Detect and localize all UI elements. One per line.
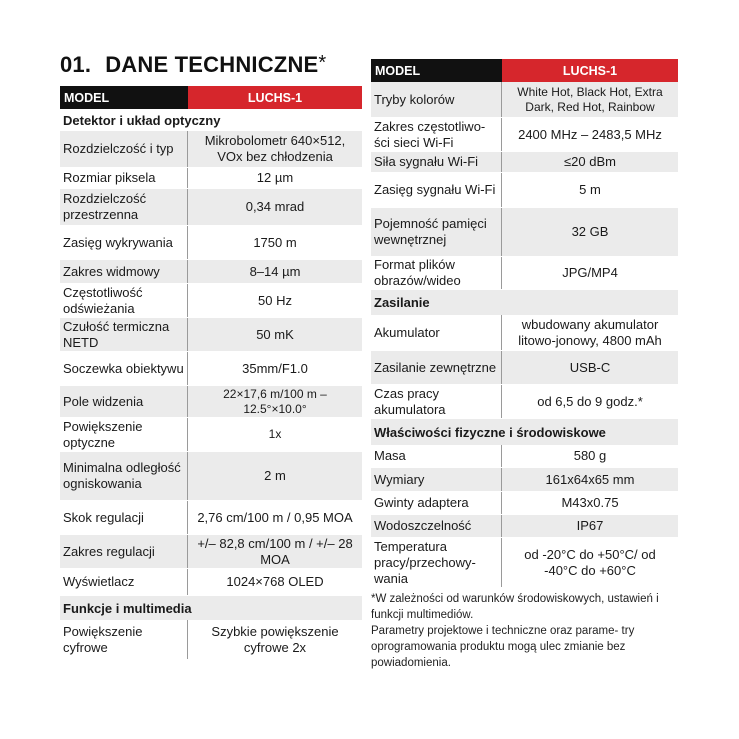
spec-label: Masa xyxy=(371,445,502,467)
spec-label: Pojemność pamięci wewnętrznej xyxy=(371,208,502,256)
spec-value: 35mm/F1.0 xyxy=(242,360,308,376)
spec-label: Wymiary xyxy=(371,468,502,491)
table-row xyxy=(371,492,678,515)
table-header xyxy=(371,59,678,82)
table-row xyxy=(60,131,362,168)
table-row xyxy=(371,173,678,208)
spec-label: Skok regulacji xyxy=(60,501,188,534)
spec-label: Częstotliwość odświeżania xyxy=(60,284,188,317)
section-media: Funkcje i multimedia xyxy=(60,596,362,620)
spec-label: Rozdzielczość przestrzenna xyxy=(60,189,188,225)
spec-value: M43x0.75 xyxy=(561,495,619,510)
spec-label: Rozmiar piksela xyxy=(60,168,188,188)
spec-value: White Hot, Black Hot, Extra Dark, Red Hot, Rainbow xyxy=(517,84,663,114)
spec-value: 1024×768 OLED xyxy=(226,574,324,589)
table-row xyxy=(60,352,362,386)
table-row xyxy=(371,118,678,152)
spec-value: od 6,5 do 9 godz.* xyxy=(537,393,643,409)
spec-value: USB-C xyxy=(569,359,611,375)
spec-value: od -20°C do +50°C/ od -40°C do +60°C xyxy=(524,546,656,578)
spec-value: 2,76 cm/100 m / 0,95 MOA xyxy=(197,509,353,525)
table-row xyxy=(371,351,678,385)
spec-label: Akumulator xyxy=(371,315,502,350)
spec-label: Wodoszczelność xyxy=(371,515,502,537)
spec-label: Format plików obrazów/wideo xyxy=(371,257,502,289)
spec-value: Szybkie powiększenie cyfrowe 2x xyxy=(211,623,339,655)
spec-value: 50 Hz xyxy=(258,292,292,308)
table-row xyxy=(60,620,362,660)
header-model-value: LUCHS-1 xyxy=(188,86,362,109)
table-row xyxy=(371,257,678,290)
page-title xyxy=(60,52,326,78)
table-row xyxy=(371,315,678,351)
left-spec-table xyxy=(60,86,362,660)
spec-label: Minimalna odległość ogniskowania xyxy=(60,452,188,500)
table-row xyxy=(60,189,362,226)
table-row xyxy=(371,515,678,538)
table-row xyxy=(60,569,362,596)
footnote-disclaimer: Parametry projektowe i techniczne oraz parame- try oprogramowania produktu mogą ulec zmianie bez powiadomienia. xyxy=(371,625,635,669)
spec-value: 50 mK xyxy=(256,326,294,342)
header-model-label: MODEL xyxy=(60,86,188,109)
table-row xyxy=(60,168,362,189)
spec-label: Czas pracy akumulatora xyxy=(371,385,502,418)
header-model-label: MODEL xyxy=(371,59,502,82)
table-row xyxy=(60,284,362,318)
spec-value: 8–14 µm xyxy=(249,263,301,279)
spec-label: Zasięg sygnału Wi-Fi xyxy=(371,173,502,207)
table-row xyxy=(60,226,362,260)
spec-label: Gwinty adaptera xyxy=(371,492,502,514)
spec-value: Mikrobolometr 640×512, VOx bez chłodzenia xyxy=(204,133,346,164)
spec-label: Rozdzielczość i typ xyxy=(60,131,188,167)
spec-label: Zasilanie zewnętrzne xyxy=(371,351,502,384)
spec-value: ≤20 dBm xyxy=(564,154,616,169)
spec-value: IP67 xyxy=(576,518,604,533)
spec-label: Zakres widmowy xyxy=(60,260,188,283)
table-row xyxy=(371,385,678,419)
header-model-value: LUCHS-1 xyxy=(502,59,678,82)
spec-label: Tryby kolorów xyxy=(371,82,502,117)
spec-label: Zakres regulacji xyxy=(60,535,188,568)
spec-value: +/– 82,8 cm/100 m / +/– 28 MOA xyxy=(197,535,353,567)
footnotes xyxy=(371,591,678,671)
spec-value: 0,34 mrad xyxy=(245,199,305,214)
table-row xyxy=(60,418,362,452)
table-row xyxy=(371,152,678,173)
spec-label: Zakres częstotliwo- ści sieci Wi-Fi xyxy=(371,118,502,151)
table-row xyxy=(371,538,678,588)
title-text: DANE TECHNICZNE xyxy=(105,52,319,77)
spec-value: JPG/MP4 xyxy=(562,265,618,280)
table-row xyxy=(371,82,678,118)
spec-label: Zasięg wykrywania xyxy=(60,226,188,259)
spec-label: Powiększenie optyczne xyxy=(60,418,188,451)
spec-value: 580 g xyxy=(573,448,607,463)
spec-value: wbudowany akumulator litowo-jonowy, 4800 mAh xyxy=(518,316,662,348)
table-row xyxy=(60,535,362,569)
table-row xyxy=(60,318,362,352)
spec-label: Temperatura pracy/przechowy- wania xyxy=(371,538,502,587)
section-optics: Detektor i układ optyczny xyxy=(60,109,362,131)
spec-label: Czułość termiczna NETD xyxy=(60,318,188,351)
spec-value: 5 m xyxy=(579,182,601,197)
table-row xyxy=(371,208,678,257)
table-row xyxy=(60,452,362,501)
spec-value: 161x64x65 mm xyxy=(545,471,635,487)
title-asterisk: * xyxy=(318,52,327,74)
spec-label: Powiększenie cyfrowe xyxy=(60,620,188,659)
spec-value: 1x xyxy=(268,427,282,441)
spec-label: Siła sygnału Wi-Fi xyxy=(371,152,502,172)
right-spec-table xyxy=(371,59,678,671)
footnote-conditions: *W zależności od warunków środowiskowych, ustawień i funkcji multimediów. xyxy=(371,593,659,621)
spec-label: Pole widzenia xyxy=(60,386,188,417)
spec-label: Soczewka obiektywu xyxy=(60,352,188,385)
spec-label: Wyświetlacz xyxy=(60,569,188,595)
spec-value: 2 m xyxy=(264,468,286,483)
spec-value: 12 µm xyxy=(256,170,294,185)
table-row xyxy=(60,386,362,418)
table-header xyxy=(60,86,362,109)
table-row xyxy=(60,501,362,535)
table-row xyxy=(371,468,678,492)
section-number: 01. xyxy=(60,52,92,77)
spec-value: 2400 MHz – 2483,5 MHz xyxy=(518,126,662,142)
spec-value: 32 GB xyxy=(571,224,609,239)
section-physical: Właściwości fizyczne i środowiskowe xyxy=(371,419,678,445)
table-row xyxy=(60,260,362,284)
spec-value: 1750 m xyxy=(253,234,297,250)
table-row xyxy=(371,445,678,468)
section-power: Zasilanie xyxy=(371,290,678,315)
spec-value: 22×17,6 m/100 m – 12.5°×10.0° xyxy=(223,386,327,416)
